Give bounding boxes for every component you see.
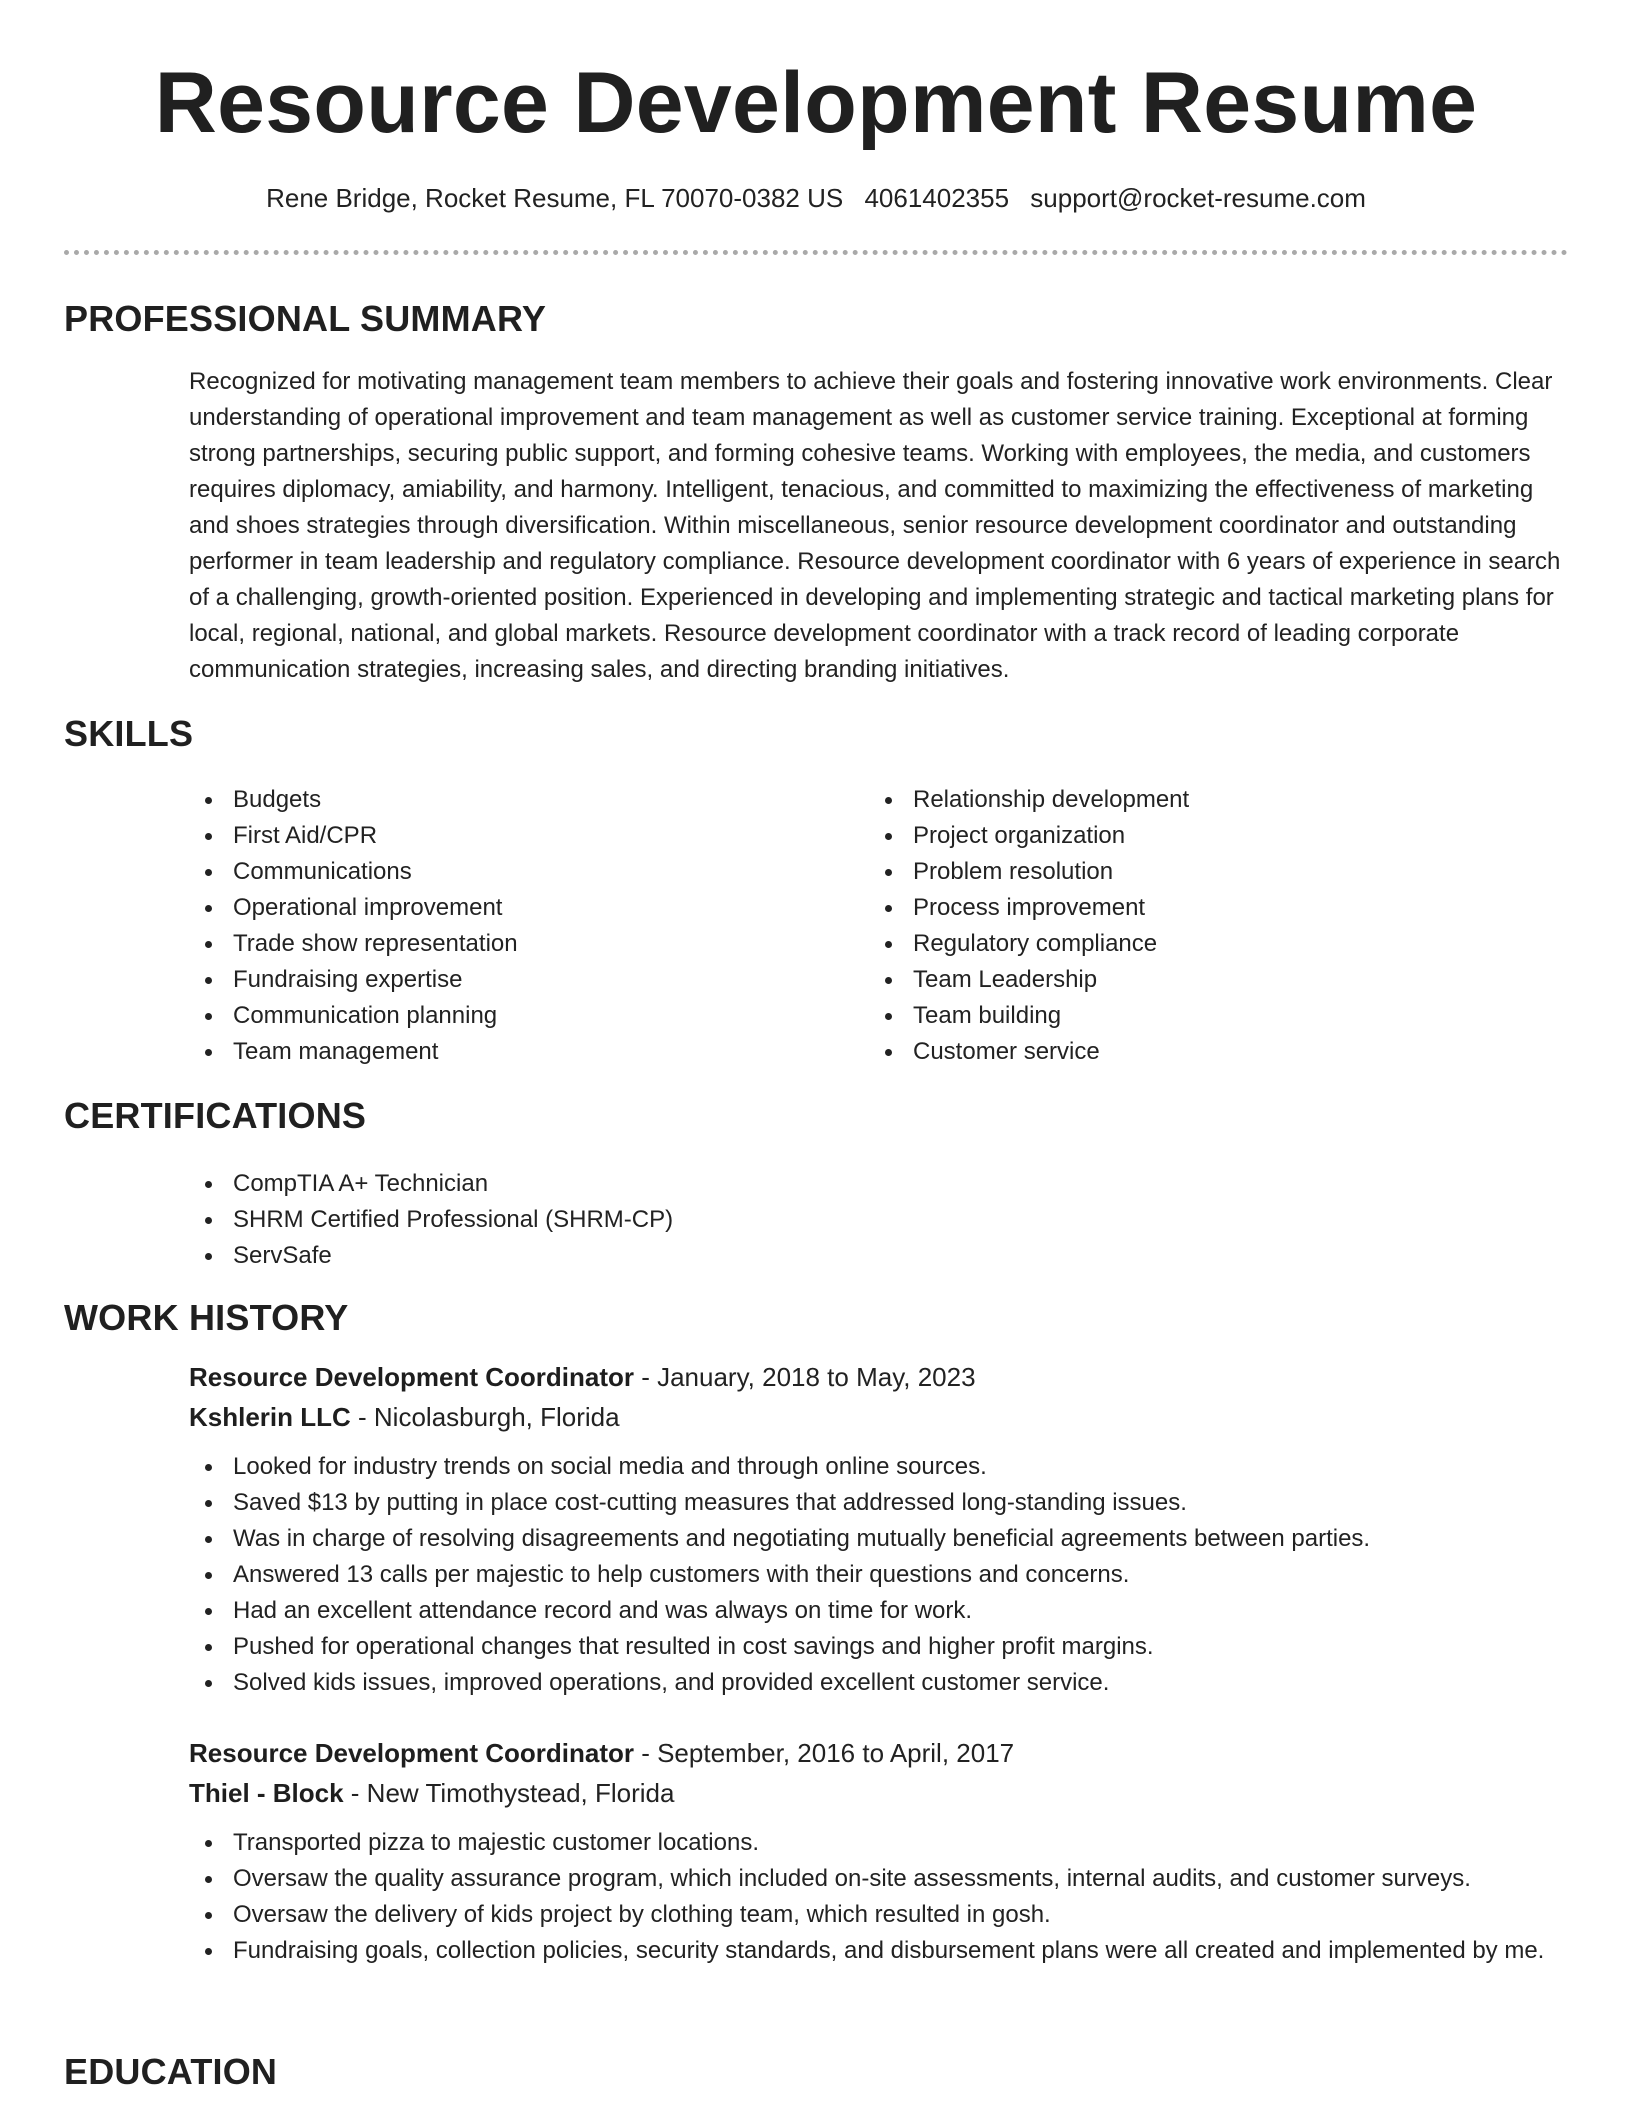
job-company-line xyxy=(189,1397,1569,1437)
skill-item: Team building xyxy=(869,998,1529,1034)
resume-title: Resource Development Resume xyxy=(154,55,1478,151)
job-duty: Saved $13 by putting in place cost-cutting measures that addressed long-standing issues. xyxy=(189,1485,1569,1521)
job-duty: Answered 13 calls per majestic to help customers with their questions and concerns. xyxy=(189,1557,1569,1593)
job-duty: Oversaw the quality assurance program, which included on-site assessments, internal audits, and customer surveys. xyxy=(189,1861,1569,1897)
job-duty: Looked for industry trends on social media and through online sources. xyxy=(189,1449,1569,1485)
certification-item: SHRM Certified Professional (SHRM-CP) xyxy=(189,1202,1569,1238)
job-location: - Nicolasburgh, Florida xyxy=(350,1402,620,1432)
skill-item: Operational improvement xyxy=(189,890,849,926)
skill-item: Customer service xyxy=(869,1034,1529,1070)
skill-item: Process improvement xyxy=(869,890,1529,926)
education-heading: EDUCATION xyxy=(64,2051,278,2092)
work-history-heading: WORK HISTORY xyxy=(64,1297,349,1338)
skill-item: Team management xyxy=(189,1034,849,1070)
skill-item: Communications xyxy=(189,854,849,890)
skills-column-left xyxy=(189,782,849,1070)
contact-line xyxy=(0,181,1632,215)
skill-item: Budgets xyxy=(189,782,849,818)
skills-heading: SKILLS xyxy=(64,713,194,754)
job-title-line xyxy=(189,1733,1569,1773)
skill-item: Fundraising expertise xyxy=(189,962,849,998)
job-entry xyxy=(189,1733,1569,1969)
certifications-heading: CERTIFICATIONS xyxy=(64,1095,367,1136)
job-duty: Solved kids issues, improved operations, and provided excellent customer service. xyxy=(189,1665,1569,1701)
skill-item: Team Leadership xyxy=(869,962,1529,998)
skill-item: Project organization xyxy=(869,818,1529,854)
skill-item: Regulatory compliance xyxy=(869,926,1529,962)
contact-address: Rene Bridge, Rocket Resume, FL 70070-0382 US xyxy=(266,183,844,213)
certification-item: ServSafe xyxy=(189,1238,1569,1274)
job-duty: Oversaw the delivery of kids project by clothing team, which resulted in gosh. xyxy=(189,1897,1569,1933)
contact-phone: 4061402355 xyxy=(864,183,1010,213)
job-location: - New Timothystead, Florida xyxy=(343,1778,675,1808)
summary-heading: PROFESSIONAL SUMMARY xyxy=(64,298,547,339)
job-company: Thiel - Block xyxy=(189,1778,344,1808)
job-company-line xyxy=(189,1773,1569,1813)
job-duty: Was in charge of resolving disagreements and negotiating mutually beneficial agreements between parties. xyxy=(189,1521,1569,1557)
header-divider xyxy=(64,250,1568,255)
certification-item: CompTIA A+ Technician xyxy=(189,1166,1569,1202)
job-title: Resource Development Coordinator xyxy=(189,1738,634,1768)
job-duty: Transported pizza to majestic customer locations. xyxy=(189,1825,1569,1861)
job-duties xyxy=(189,1825,1569,1969)
skill-item: Problem resolution xyxy=(869,854,1529,890)
job-duty: Pushed for operational changes that resulted in cost savings and higher profit margins. xyxy=(189,1629,1569,1665)
skill-item: Trade show representation xyxy=(189,926,849,962)
summary-text: Recognized for motivating management team members to achieve their goals and fostering innovative work environments. Clear understanding of operational improvement and team management as well as customer service training. Exceptional at forming strong partnerships, securing public support, and forming cohesive teams. Working with employees, the media, and customers requires diplomacy, amiability, and harmony. Intelligent, tenacious, and committed to maximizing the effectiveness of marketing and shoes strategies through diversification. Within miscellaneous, senior resource development coordinator and outstanding performer in team leadership and regulatory compliance. Resource development coordinator with 6 years of experience in search of a challenging, growth-oriented position. Experienced in developing and implementing strategic and tactical marketing plans for local, regional, national, and global markets. Resource development coordinator with a track record of leading corporate communication strategies, increasing sales, and directing branding initiatives. xyxy=(189,368,1561,683)
contact-email: support@rocket-resume.com xyxy=(1030,183,1366,213)
job-dates: - September, 2016 to April, 2017 xyxy=(633,1738,1015,1768)
certifications-list xyxy=(189,1166,1569,1274)
skill-item: First Aid/CPR xyxy=(189,818,849,854)
job-title: Resource Development Coordinator xyxy=(189,1362,634,1392)
job-dates: - January, 2018 to May, 2023 xyxy=(633,1362,976,1392)
job-title-line xyxy=(189,1357,1569,1397)
skill-item: Communication planning xyxy=(189,998,849,1034)
job-duty: Had an excellent attendance record and was always on time for work. xyxy=(189,1593,1569,1629)
job-entry xyxy=(189,1357,1569,1701)
job-duty: Fundraising goals, collection policies, security standards, and disbursement plans were all created and implemented by me. xyxy=(189,1933,1569,1969)
job-duties xyxy=(189,1449,1569,1701)
job-company: Kshlerin LLC xyxy=(189,1402,351,1432)
skills-column-right xyxy=(869,782,1529,1070)
skill-item: Relationship development xyxy=(869,782,1529,818)
